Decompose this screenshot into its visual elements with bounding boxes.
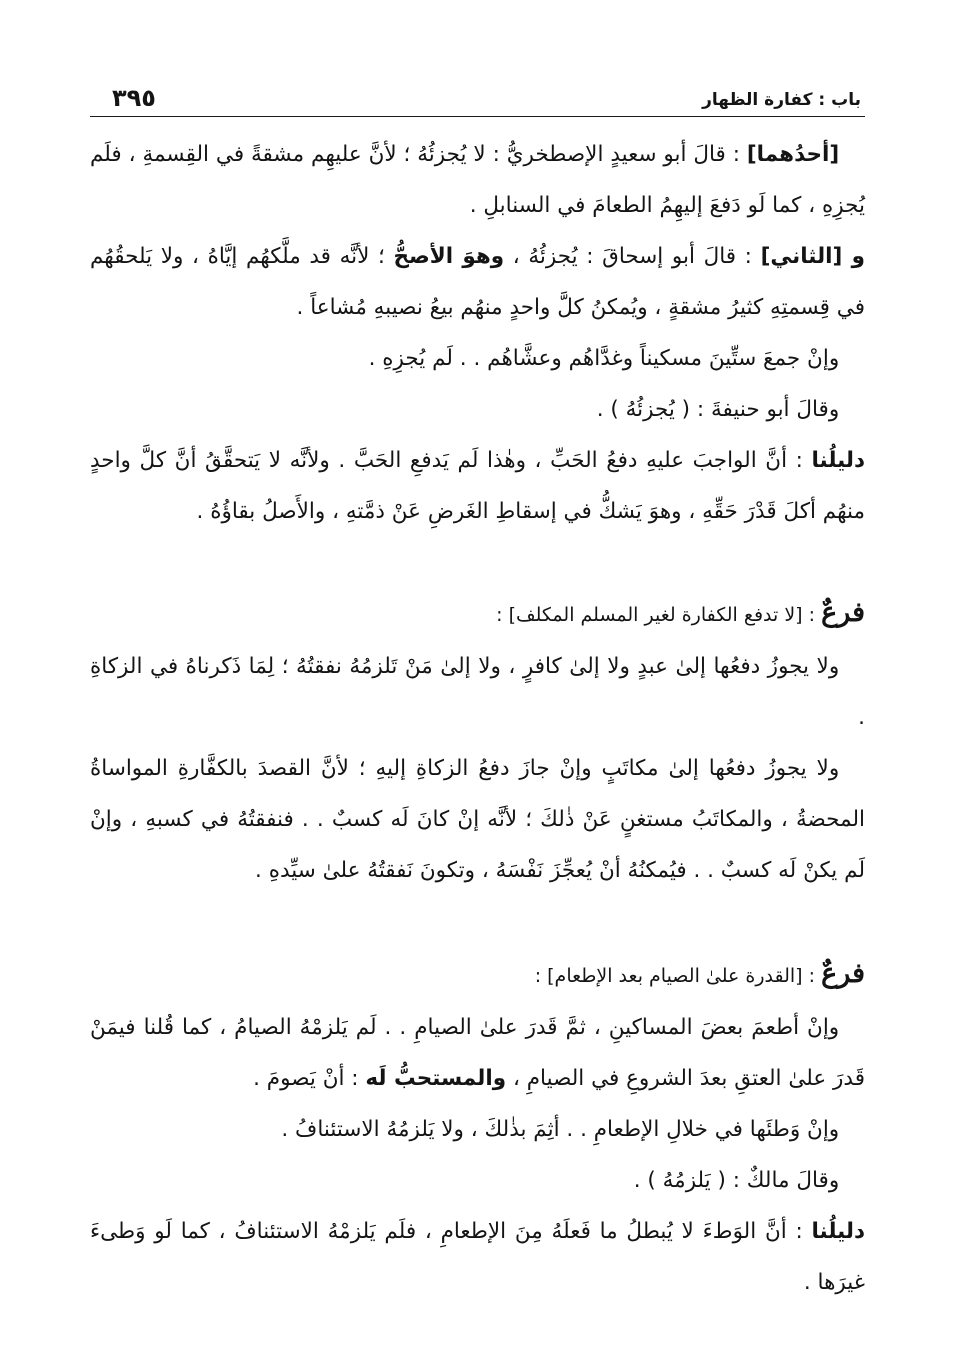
paragraph-text: ؛ لأنَّه قد ملَّكهُم إيَّاهُ ، ولا يَلحقُهُم في قِسمتِهِ كثيرُ مشقةٍ ، ويُمكنُ كلَّ واحدٍ منهُم بيعُ نصيبهِ مُشاعاً .	[90, 244, 865, 320]
section-gap	[90, 537, 865, 587]
subsection-title: : [القدرة علىٰ الصيام بعد الإطعام] :	[534, 965, 822, 987]
section-gap	[90, 896, 865, 948]
recommended-label: والمستحبُّ لَه	[365, 1066, 507, 1091]
paragraph-text: : قالَ أبو إسحاقَ : يُجزئُهُ ،	[504, 244, 761, 269]
page-number: ٣٩٥	[112, 84, 156, 112]
subsection-heading-1	[90, 587, 865, 641]
opinion-label-first: [أحدُهما]	[746, 142, 840, 167]
book-page	[90, 72, 865, 1308]
paragraph-abu-hanifa: وقالَ أبو حنيفةَ : ( يُجزئُهُ ) .	[596, 397, 840, 422]
paragraph-slave-unbeliever: ولا يجوزُ دفعُها إلىٰ عبدٍ ولا إلىٰ كافرٍ ، ولا إلىٰ مَنْ تَلزمُهُ نفقتُهُ ؛ لِمَا ذَكرناهُ في الزكاةِ .	[90, 654, 865, 730]
subsection-title: : [لا تدفع الكفارة لغير المسلم المكلف] :	[496, 604, 822, 626]
opinion-label-second: و [الثاني]	[760, 244, 865, 269]
paragraph-ability-to-fast	[90, 1002, 865, 1104]
page-body	[90, 117, 865, 1308]
evidence-label: دليلُنا	[811, 448, 865, 473]
paragraph-evidence-1	[90, 435, 865, 537]
paragraph-mukatab: ولا يجوزُ دفعُها إلىٰ مكاتَبٍ وإنْ جازَ دفعُ الزكاةِ إليهِ ؛ لأنَّ القصدَ بالكفَّارةِ المواساةُ المحضةُ ، والمكاتَبُ مستغنٍ عَنْ ذٰلكَ ؛ لأنَّه إنْ كانَ لَه كسبٌ . . فنفقتُهُ في كسبهِ ، وإنْ لَم يكنْ لَه كسبٌ . . فيُمكنُهُ أنْ يُعجِّزَ نَفْسَهُ ، وتكونَ نَفقتُهُ علىٰ سيِّدهِ .	[90, 756, 865, 883]
subsection-heading-2	[90, 948, 865, 1002]
paragraph-text: : أنَّ الوَطءَ لا يُبطلُ ما فَعلَهُ مِنَ الإطعامِ ، فلَم يَلزمْهُ الاستئنافُ ، كما لَو وَطىءَ غيرَها .	[90, 1219, 865, 1295]
paragraph-sixty-poor: وإنْ جمعَ ستِّينَ مسكيناً وغدَّاهُم وعشَّاهُم . . لَم يُجزِهِ .	[368, 346, 840, 371]
paragraph-text: : أنْ يَصومَ .	[253, 1066, 366, 1091]
paragraph-text: : أنَّ الواجبَ عليهِ دفعُ الحَبِّ ، وهٰذا لَم يَدفعِ الحَبَّ . ولأنَّه لا يَتحقَّقُ أنَّ كلَّ واحدٍ منهُم أكلَ قَدْرَ حَقِّهِ ، وهوَ يَشكُّ في إسقاطِ الغَرضِ عَنْ ذمَّتهِ ، والأَصلُ بقاؤُهُ .	[90, 448, 865, 524]
paragraph-malik: وقالَ مالكٌ : ( يَلزمُهُ ) .	[633, 1168, 840, 1193]
paragraph-intercourse: وإنْ وَطئَها في خلالِ الإطعامِ . . أثِمَ بذٰلكَ ، ولا يَلزمُهُ الاستئنافُ .	[281, 1117, 840, 1142]
far-word: فرعٌ	[821, 958, 865, 989]
far-word: فرعٌ	[821, 597, 865, 628]
paragraph-text: وإنْ أطعمَ بعضَ المساكينِ ، ثمَّ قَدرَ علىٰ الصيامِ . . لَم يَلزمْهُ الصيامُ ، كما قُلنا فيمَنْ قَدرَ علىٰ العتقِ بعدَ الشروعِ في الصيامِ ،	[90, 1015, 865, 1091]
running-title: باب : كفارة الظهار	[702, 90, 861, 110]
paragraph-text: : قالَ أبو سعيدٍ الإصطخريُّ : لا يُجزئُهُ ؛ لأنَّ عليهِم مشقةً في القِسمةِ ، فلَم يُجزِهِ ، كما لَو دَفعَ إليهِمُ الطعامَ في السنابلِ .	[90, 142, 865, 218]
paragraph-second-opinion	[90, 231, 865, 333]
paragraph-first-opinion	[90, 129, 865, 231]
paragraph-evidence-2	[90, 1206, 865, 1308]
evidence-label: دليلُنا	[811, 1219, 865, 1244]
preferred-view-label: وهوَ الأصحُّ	[393, 244, 505, 269]
page-header	[90, 72, 865, 117]
